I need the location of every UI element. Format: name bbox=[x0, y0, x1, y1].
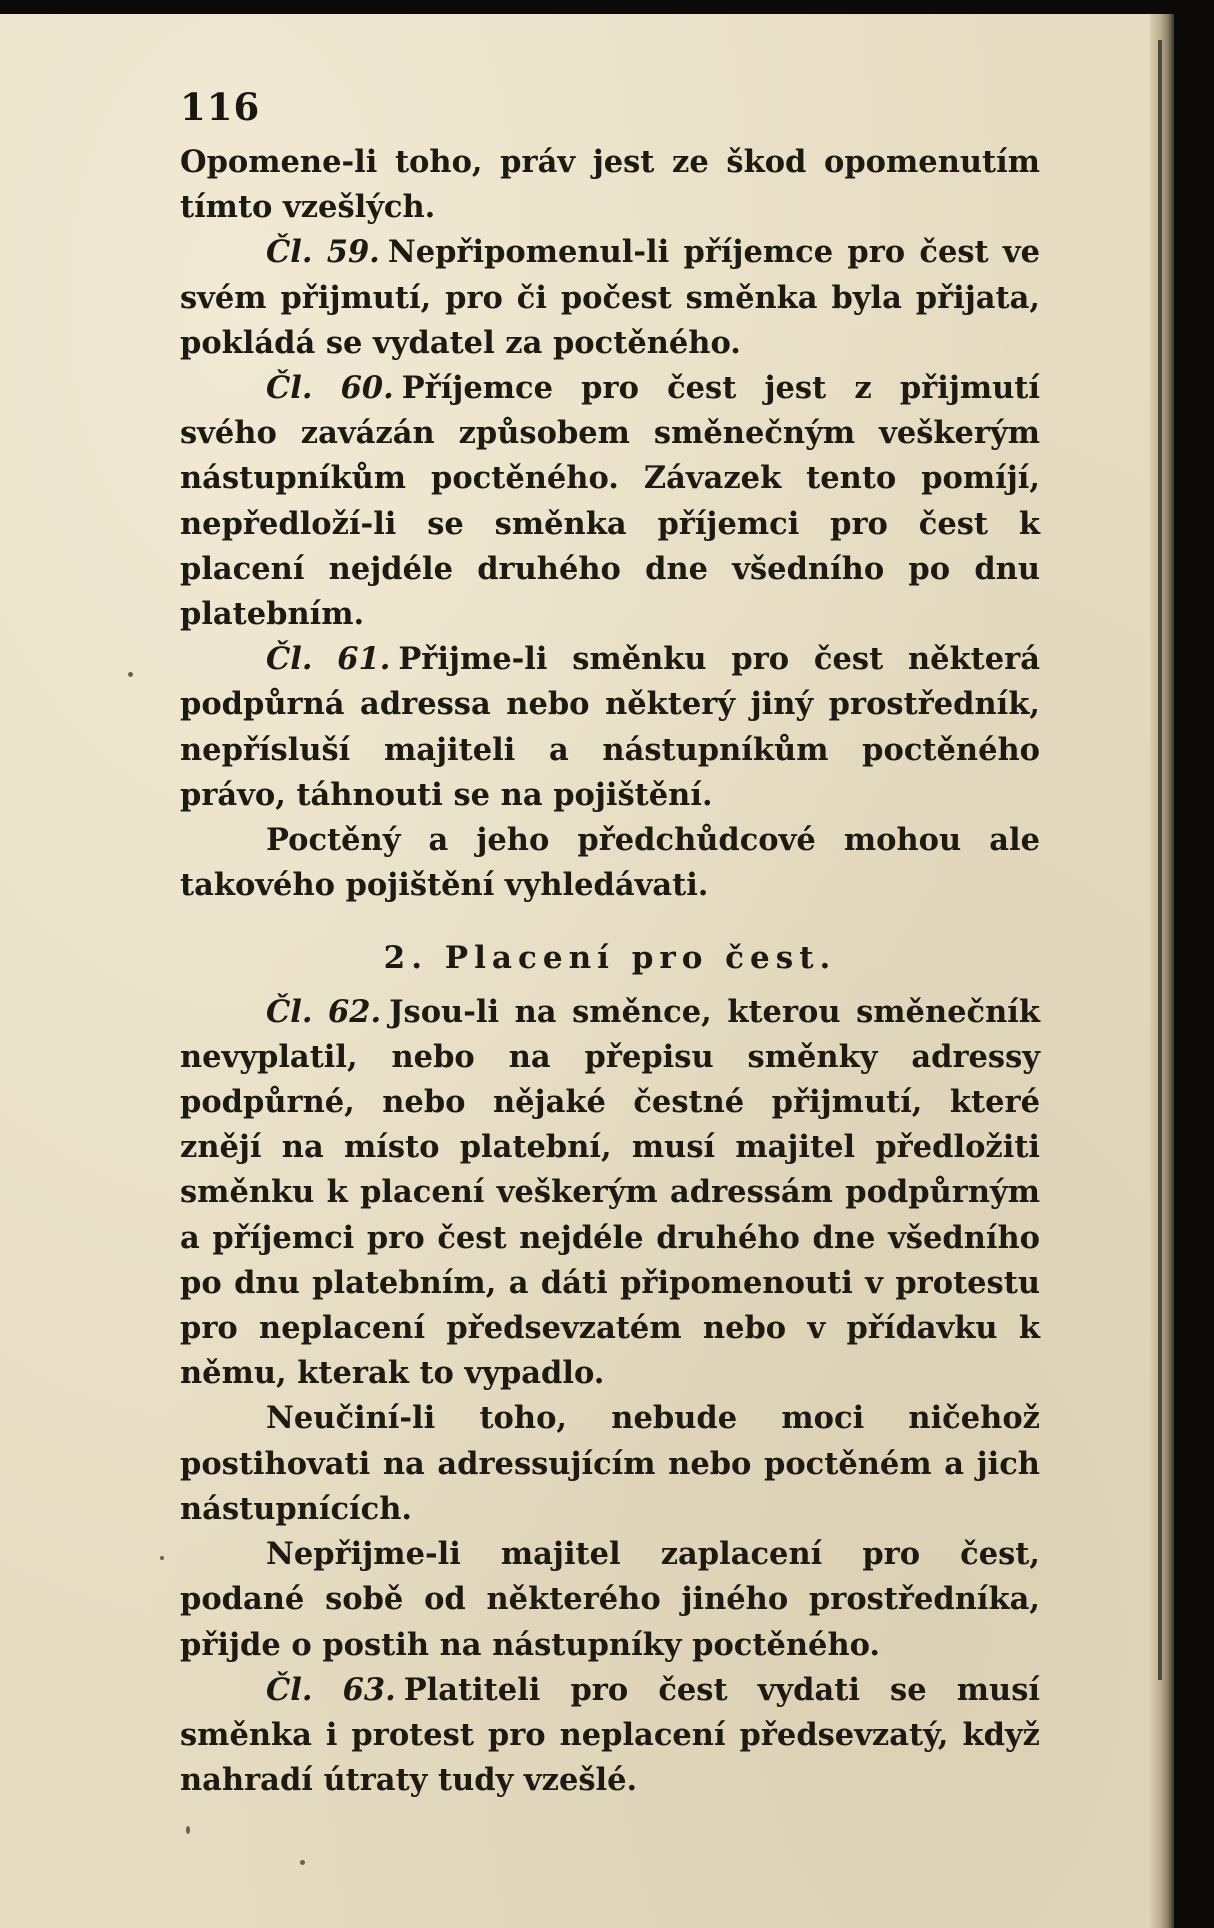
paper-speck bbox=[128, 672, 133, 677]
paragraph-refusal: Nepřijme-li majitel zaplacení pro čest, podané sobě od některého jiného prostředníka, přijde o postih na nástupníky poctěného. bbox=[180, 1536, 1040, 1663]
page-number: 116 bbox=[180, 85, 261, 129]
article-text: Platiteli pro čest vydati se musí směnka i protest pro neplacení předsevzatý, když nahradí útraty tudy vzešlé. bbox=[180, 1671, 1040, 1799]
article-text: Přijme-li směnku pro čest některá podpůrná adressa nebo některý jiný prostředník, nepřísluší majiteli a nástupníkům poctěného právo, táhnouti se na pojištění. bbox=[180, 641, 1040, 813]
paragraph-article-62 bbox=[180, 990, 1040, 1397]
article-number: Čl. 60. bbox=[266, 370, 394, 407]
article-number: Čl. 59. bbox=[266, 234, 380, 271]
paper-speck bbox=[300, 1860, 305, 1865]
article-text: Nepřipomenul-li příjemce pro čest ve svém přijmutí, pro či počest směnka byla přijata, pokládá se vydatel za poctěného. bbox=[180, 234, 1040, 361]
paragraph-article-60 bbox=[180, 366, 1040, 637]
page-text bbox=[180, 140, 1040, 1803]
paragraph-article-61 bbox=[180, 637, 1040, 818]
scan-top-border bbox=[0, 0, 1214, 14]
paragraph-consequence: Neučiní-li toho, nebude moci ničehož postihovati na adressujícím nebo poctěném a jich nástupnících. bbox=[180, 1400, 1040, 1527]
paper-speck bbox=[186, 1826, 190, 1834]
article-number: Čl. 61. bbox=[266, 641, 391, 678]
paragraph-article-59 bbox=[180, 230, 1040, 366]
paragraph-intro: Opomene-li toho, práv jest ze škod opomenutím tímto vzešlých. bbox=[180, 144, 1040, 226]
section-heading: 2. Placení pro čest. bbox=[383, 940, 837, 977]
scan-right-border bbox=[1174, 14, 1214, 1928]
article-number: Čl. 63. bbox=[266, 1671, 396, 1708]
page-gutter bbox=[1150, 14, 1174, 1928]
article-text: Příjemce pro čest jest z přijmutí svého zavázán způsobem směnečným veškerým nástupníkům poctěného. Závazek tento pomíjí, nepředloží-li se směnka příjemci pro čest k placení nejdéle druhého dne všedního po dnu platebním. bbox=[180, 370, 1040, 633]
gutter-shadow-line bbox=[1158, 40, 1162, 1680]
paragraph-predecessors: Poctěný a jeho předchůdcové mohou ale takového pojištění vyhledávati. bbox=[180, 822, 1040, 904]
paragraph-article-63 bbox=[180, 1668, 1040, 1804]
paper-speck bbox=[160, 1556, 164, 1560]
article-number: Čl. 62. bbox=[266, 993, 382, 1030]
article-text: Jsou-li na směnce, kterou směnečník nevyplatil, nebo na přepisu směnky adressy podpůrné, nebo nějaké čestné přijmutí, které znějí na místo platební, musí majitel předložiti směnku k placení veškerým adressám podpůrným a příjemci pro čest nejdéle druhého dne všedního po dnu platebním, a dáti připomenouti v protestu pro neplacení předsevzatém nebo v přídavku k němu, kterak to vypadlo. bbox=[180, 993, 1040, 1392]
